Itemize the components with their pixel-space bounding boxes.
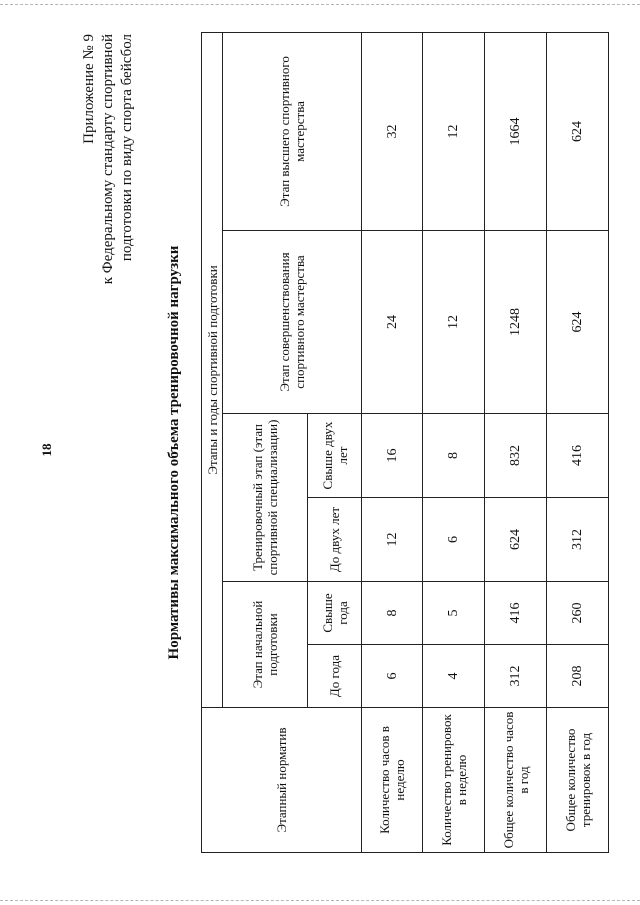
stage-improvement-header: Этап совершенствования спортивного мастерства	[223, 231, 362, 414]
table-cell: 260	[547, 582, 609, 645]
table-row	[547, 32, 609, 852]
row-label: Общее количество тренировок в год	[547, 708, 609, 853]
header-row-group	[202, 32, 223, 852]
page-number: 18	[39, 443, 54, 457]
table-cell: 24	[362, 231, 423, 414]
table-cell: 1248	[485, 231, 547, 414]
appendix-sport-line: подготовки по виду спорта бейсбол	[119, 34, 135, 262]
table-cell: 416	[485, 582, 547, 645]
table-cell: 624	[547, 32, 609, 230]
table-row	[423, 32, 485, 852]
table-cell: 624	[547, 231, 609, 414]
training-up-to-two-years-header: До двух лет	[308, 498, 362, 582]
initial-over-year-header: Свыше года	[308, 582, 362, 645]
table-cell: 1664	[485, 32, 547, 230]
table-cell: 16	[362, 414, 423, 498]
table-cell: 312	[485, 645, 547, 708]
appendix-heading	[80, 34, 137, 284]
table-cell: 6	[362, 645, 423, 708]
training-over-two-years-header: Свыше двух лет	[308, 414, 362, 498]
training-load-table	[201, 32, 609, 853]
table-cell: 416	[547, 414, 609, 498]
table-cell: 32	[362, 32, 423, 230]
table-cell: 4	[423, 645, 485, 708]
stage-highest-header: Этап высшего спортивного мастерства	[223, 32, 362, 230]
table-cell: 12	[423, 231, 485, 414]
table-cell: 832	[485, 414, 547, 498]
table-cell: 6	[423, 498, 485, 582]
table-cell: 12	[362, 498, 423, 582]
table-cell: 8	[362, 582, 423, 645]
table-cell: 12	[423, 32, 485, 230]
row-label: Общее количество часов в год	[485, 708, 547, 853]
row-label: Количество тренировок в неделю	[423, 708, 485, 853]
appendix-standard-line: к Федеральному стандарту спортивной	[100, 34, 116, 285]
table-row	[362, 32, 423, 852]
table-cell: 8	[423, 414, 485, 498]
initial-up-to-year-header: До года	[308, 645, 362, 708]
stages-group-header: Этапы и годы спортивной подготовки	[202, 32, 223, 707]
table-cell: 624	[485, 498, 547, 582]
appendix-number: Приложение № 9	[81, 34, 97, 144]
stage-initial-header: Этап начальной подготовки	[223, 582, 308, 708]
table-cell: 312	[547, 498, 609, 582]
indicator-column-header: Этапный норматив	[202, 708, 362, 853]
table-cell: 5	[423, 582, 485, 645]
table-cell: 208	[547, 645, 609, 708]
row-label: Количество часов в неделю	[362, 708, 423, 853]
stage-training-header: Тренировочный этап (этап спортивной специализации)	[223, 414, 308, 582]
table-row	[485, 32, 547, 852]
table-title: Нормативы максимального объема тренировочной нагрузки	[166, 245, 182, 660]
